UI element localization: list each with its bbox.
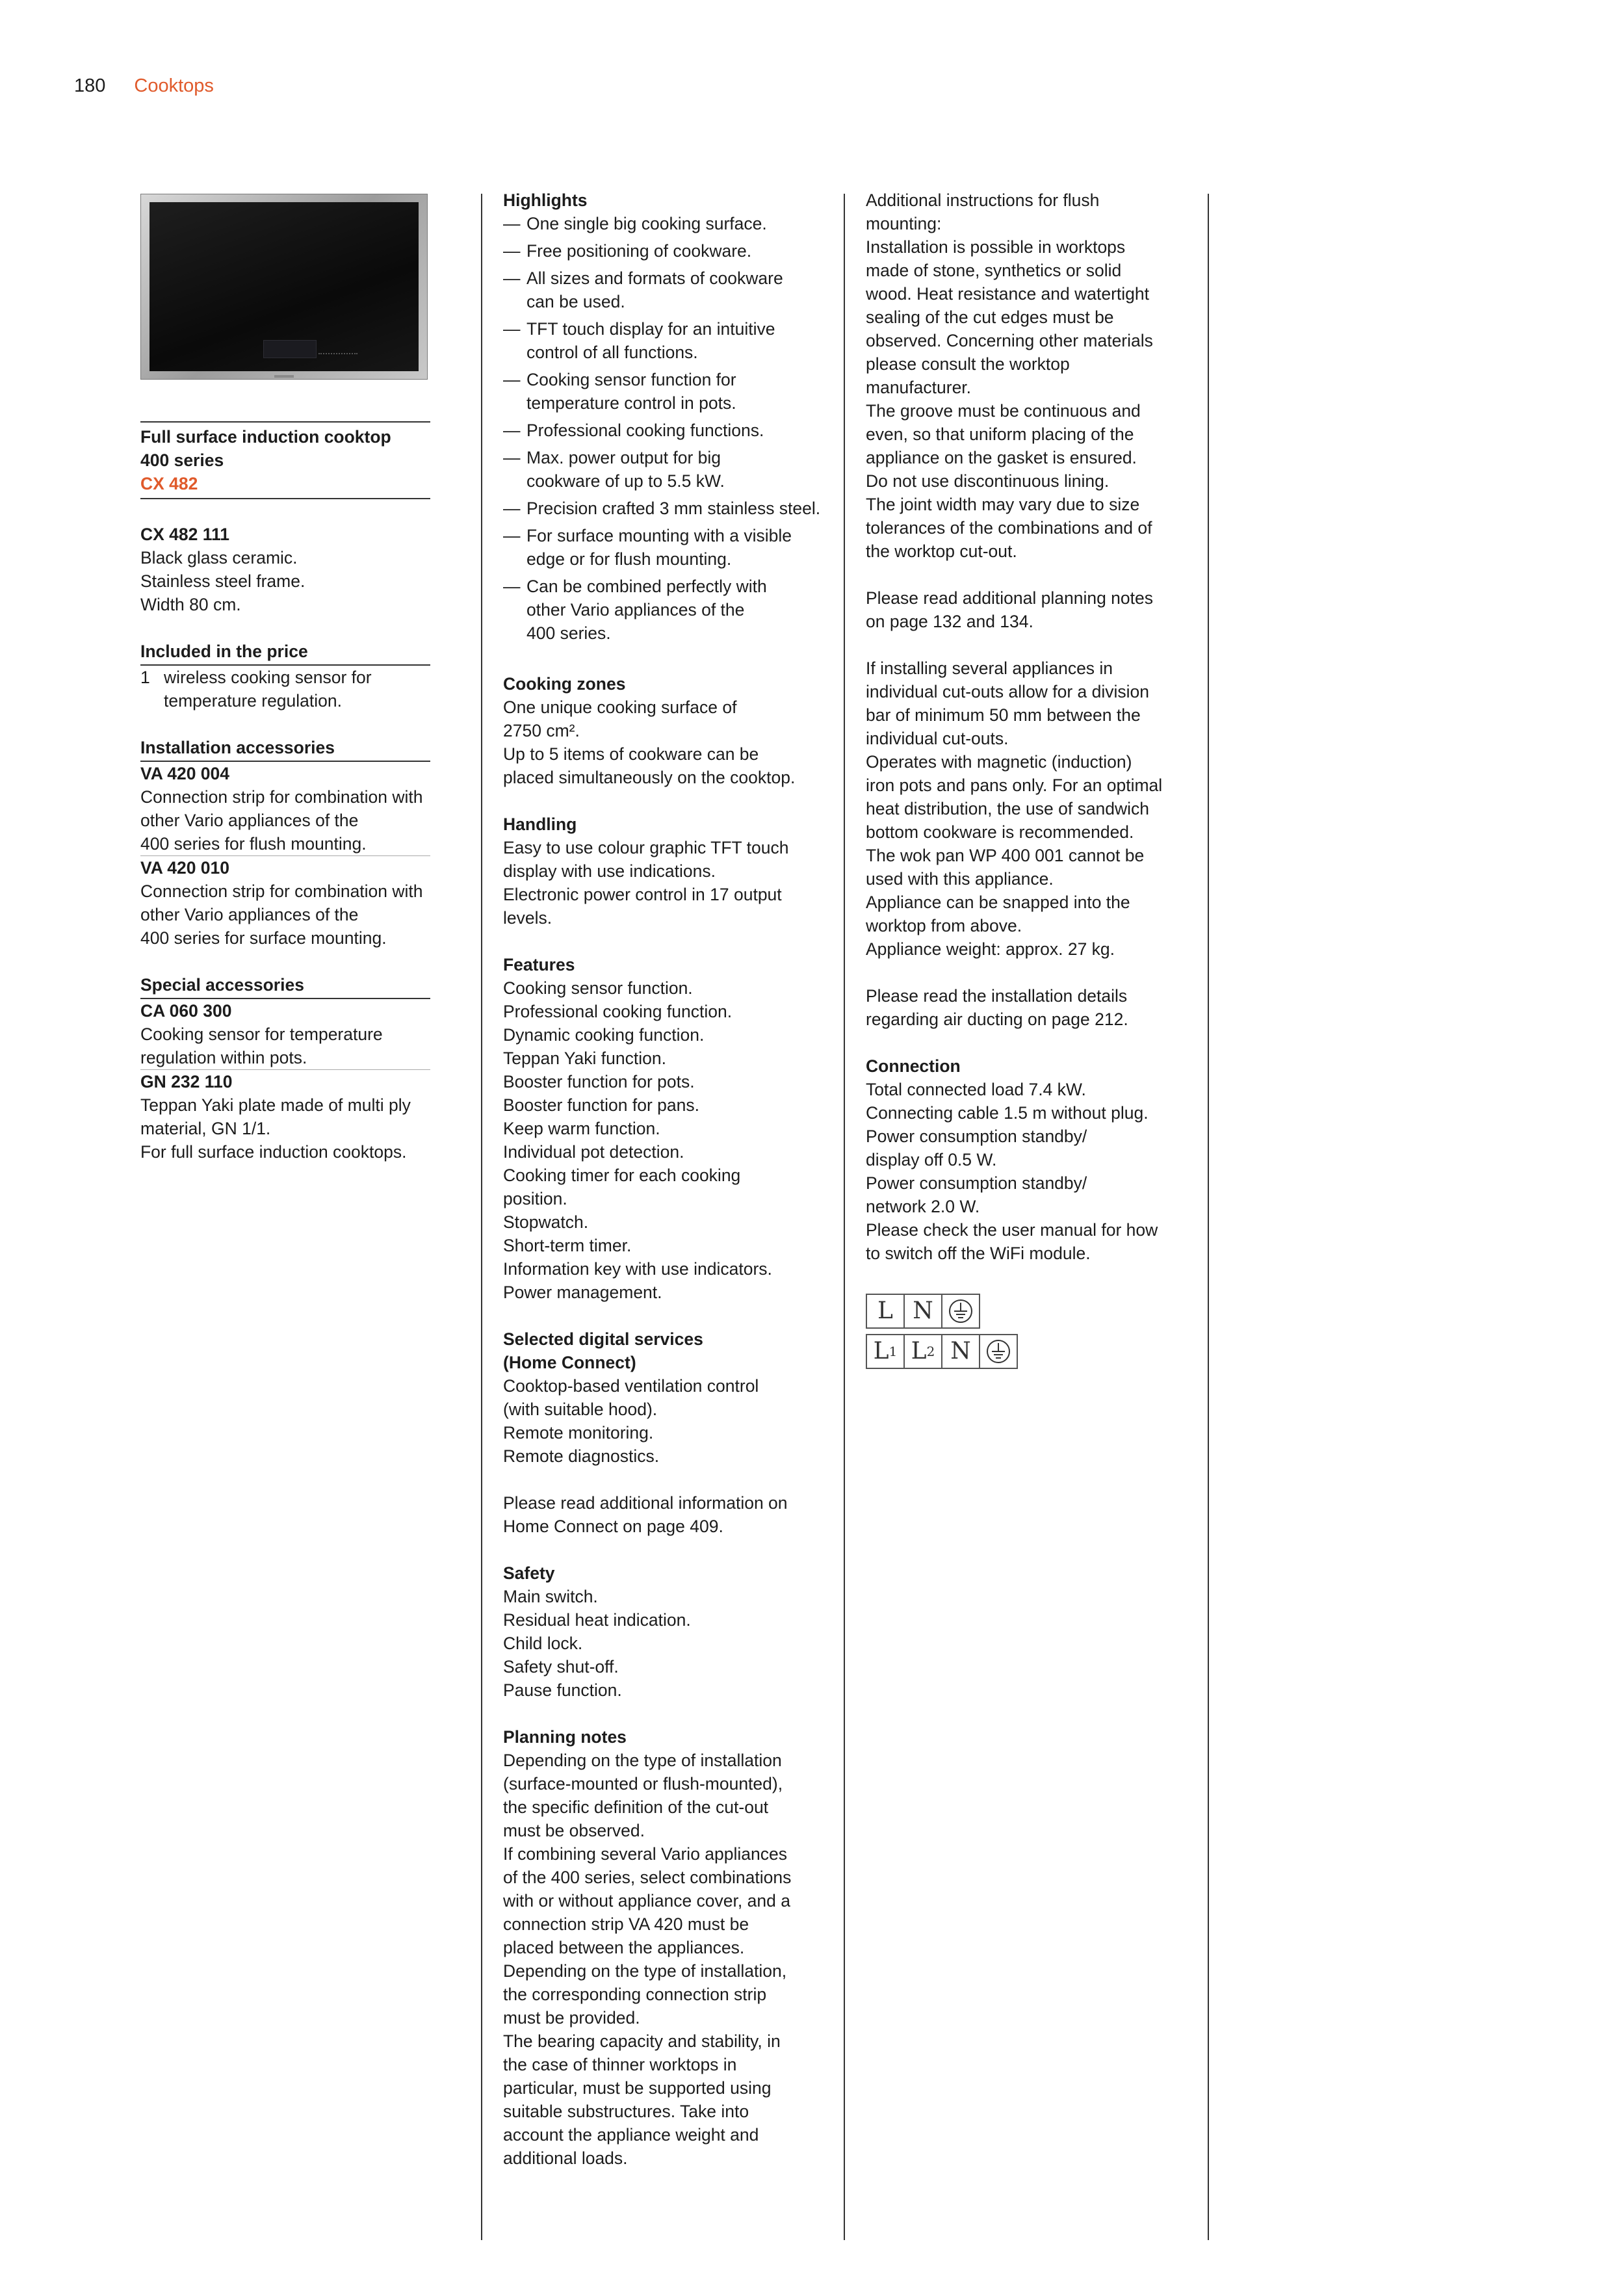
- highlight-item: [503, 497, 823, 520]
- planning-notes-heading: Planning notes: [503, 1727, 627, 1747]
- feature-line: Power management.: [503, 1283, 662, 1302]
- installation-line: Appliance can be snapped into the: [866, 893, 1130, 912]
- installation-accessories-heading: Installation accessories: [140, 736, 430, 762]
- highlight-item: [503, 212, 823, 235]
- feature-line: Keep warm function.: [503, 1119, 660, 1138]
- variant-desc-line: Stainless steel frame.: [140, 571, 305, 591]
- highlight-item: [503, 267, 823, 313]
- feature-line: Information key with use indicators.: [503, 1259, 772, 1279]
- feature-line: Professional cooking function.: [503, 1002, 733, 1021]
- product-series: 400 series: [140, 450, 224, 470]
- highlight-text: — Professional cooking functions.: [526, 421, 764, 440]
- safety-line: Pause function.: [503, 1680, 622, 1700]
- flush-mounting-line: Do not use discontinuous lining.: [866, 471, 1110, 491]
- flush-mounting-line: even, so that uniform placing of the: [866, 424, 1134, 444]
- flush-mounting-line: appliance on the gasket is ensured.: [866, 448, 1137, 467]
- variant-desc-line: Black glass ceramic.: [140, 548, 298, 567]
- connection-line: Connecting cable 1.5 m without plug.: [866, 1103, 1149, 1123]
- highlight-item: [503, 419, 823, 442]
- installation-lines: [866, 657, 1187, 961]
- cooking-zones-heading: Cooking zones: [503, 674, 626, 694]
- cooking-zones-line: One unique cooking surface of: [503, 698, 737, 717]
- flush-mounting-line: Additional instructions for flush: [866, 190, 1100, 210]
- accessory-text: Connection strip for combination with: [140, 881, 423, 901]
- accessory-text: Cooking sensor for temperature: [140, 1024, 383, 1044]
- accessory-text: Teppan Yaki plate made of multi ply: [140, 1095, 411, 1115]
- highlight-text: edge or for flush mounting.: [526, 549, 732, 569]
- included-text: temperature regulation.: [164, 691, 342, 711]
- digital-service-lines: [503, 1374, 823, 1468]
- accessory-text: 400 series for flush mounting.: [140, 834, 367, 854]
- highlight-text: other Vario appliances of the: [526, 600, 745, 620]
- planning-ref-lines: [866, 586, 1187, 633]
- highlight-text: — TFT touch display for an intuitive: [526, 319, 775, 339]
- product-title-block: [140, 421, 430, 499]
- symbol-n: N: [903, 1294, 942, 1329]
- planning-note-line: Depending on the type of installation: [503, 1751, 782, 1770]
- connection-line: Power consumption standby/: [866, 1173, 1087, 1193]
- highlight-text: — Free positioning of cookware.: [526, 241, 752, 261]
- feature-line: Booster function for pans.: [503, 1095, 699, 1115]
- home-connect-note-line: Home Connect on page 409.: [503, 1517, 723, 1536]
- flush-mounting-line: The joint width may vary due to size: [866, 495, 1140, 514]
- planning-note-line: The bearing capacity and stability, in: [503, 2031, 781, 2051]
- highlight-text: — For surface mounting with a visible: [526, 526, 792, 545]
- accessory-text: material, GN 1/1.: [140, 1119, 271, 1138]
- installation-line: Appliance weight: approx. 27 kg.: [866, 939, 1115, 959]
- installation-line: individual cut-outs.: [866, 729, 1009, 748]
- connection-lines: [866, 1078, 1187, 1265]
- column-divider: [481, 194, 482, 2240]
- safety-heading: Safety: [503, 1563, 555, 1583]
- feature-line: Teppan Yaki function.: [503, 1049, 666, 1068]
- highlight-item: [503, 317, 823, 364]
- connection-line: network 2.0 W.: [866, 1197, 980, 1216]
- planning-note-line: (surface-mounted or flush-mounted),: [503, 1774, 783, 1794]
- highlight-text: — Can be combined perfectly with: [526, 577, 767, 596]
- connection-heading: Connection: [866, 1056, 961, 1076]
- planning-note-line: account the appliance weight and: [503, 2125, 759, 2145]
- handling-line: Easy to use colour graphic TFT touch: [503, 838, 789, 857]
- home-connect-note-lines: [503, 1491, 823, 1538]
- column-divider: [1208, 194, 1209, 2240]
- earth-icon: [979, 1334, 1018, 1369]
- installation-line: heat distribution, the use of sandwich: [866, 799, 1150, 818]
- page-number: 180: [74, 75, 106, 96]
- symbol-l: L: [866, 1294, 905, 1329]
- highlight-text: 400 series.: [526, 623, 611, 643]
- flush-mounting-line: tolerances of the combinations and of: [866, 518, 1152, 538]
- air-ducting-line: regarding air ducting on page 212.: [866, 1010, 1128, 1029]
- symbol-l1: L 1: [866, 1334, 905, 1369]
- planning-note-line: particular, must be supported using: [503, 2078, 772, 2098]
- digital-services-subheading: (Home Connect): [503, 1353, 636, 1372]
- planning-ref-line: Please read additional planning notes: [866, 588, 1153, 608]
- planning-note-line: the specific definition of the cut-out: [503, 1797, 769, 1817]
- safety-line: Safety shut-off.: [503, 1657, 619, 1676]
- highlight-text: can be used.: [526, 292, 625, 311]
- column-divider: [844, 194, 845, 2240]
- included-item: [140, 666, 430, 712]
- feature-lines: [503, 976, 823, 1304]
- included-heading: Included in the price: [140, 640, 430, 666]
- included-text: wireless cooking sensor for: [164, 668, 372, 687]
- column-1: [140, 189, 430, 1164]
- highlight-text: control of all functions.: [526, 343, 698, 362]
- digital-service-line: (with suitable hood).: [503, 1400, 658, 1419]
- section-title: Cooktops: [134, 75, 214, 96]
- planning-note-line: suitable substructures. Take into: [503, 2102, 749, 2121]
- highlight-item: [503, 368, 823, 415]
- installation-line: iron pots and pans only. For an optimal: [866, 776, 1163, 795]
- digital-service-line: Remote monitoring.: [503, 1423, 654, 1442]
- installation-line: bar of minimum 50 mm between the: [866, 705, 1141, 725]
- highlight-text: — One single big cooking surface.: [526, 214, 767, 233]
- handling-line: display with use indications.: [503, 861, 716, 881]
- installation-line: If installing several appliances in: [866, 659, 1113, 678]
- connection-line: Power consumption standby/: [866, 1127, 1087, 1146]
- flush-mounting-line: manufacturer.: [866, 378, 972, 397]
- connection-line: Please check the user manual for how: [866, 1220, 1158, 1240]
- planning-note-line: of the 400 series, select combinations: [503, 1868, 792, 1887]
- installation-line: individual cut-outs allow for a division: [866, 682, 1149, 701]
- air-ducting-line: Please read the installation details: [866, 986, 1128, 1006]
- product-model: CX 482: [140, 474, 198, 493]
- column-3: [866, 189, 1187, 1369]
- highlight-text: cookware of up to 5.5 kW.: [526, 471, 725, 491]
- highlight-item: [503, 446, 823, 493]
- installation-line: used with this appliance.: [866, 869, 1054, 889]
- wiring-symbols-two-phase: [866, 1334, 1187, 1369]
- accessory-text: 400 series for surface mounting.: [140, 928, 387, 948]
- cooking-zones-line: Up to 5 items of cookware can be: [503, 744, 759, 764]
- cooking-zones-line: 2750 cm².: [503, 721, 580, 740]
- column-2: [503, 189, 823, 2170]
- air-ducting-lines: [866, 984, 1187, 1031]
- earth-icon: [941, 1294, 980, 1329]
- accessory-text: Connection strip for combination with: [140, 787, 423, 807]
- planning-note-line: If combining several Vario appliances: [503, 1844, 787, 1864]
- highlight-item: [503, 239, 823, 263]
- handling-heading: Handling: [503, 815, 577, 834]
- flush-mounting-line: The groove must be continuous and: [866, 401, 1141, 421]
- flush-mounting-line: wood. Heat resistance and watertight: [866, 284, 1150, 304]
- cooking-zones-lines: [503, 696, 823, 789]
- digital-service-line: Remote diagnostics.: [503, 1446, 660, 1466]
- product-title: Full surface induction cooktop: [140, 427, 391, 447]
- planning-note-line: with or without appliance cover, and a: [503, 1891, 790, 1911]
- flush-mounting-lines: [866, 189, 1187, 563]
- safety-line: Child lock.: [503, 1634, 583, 1653]
- planning-note-lines: [503, 1749, 823, 2170]
- home-connect-note-line: Please read additional information on: [503, 1493, 788, 1513]
- installation-line: The wok pan WP 400 001 cannot be: [866, 846, 1145, 865]
- accessory-item: [140, 856, 430, 950]
- feature-line: Cooking timer for each cooking: [503, 1166, 741, 1185]
- wiring-symbols-single-phase: [866, 1294, 1187, 1329]
- feature-line: Cooking sensor function.: [503, 978, 693, 998]
- highlight-text: — All sizes and formats of cookware: [526, 268, 783, 288]
- symbol-n: N: [941, 1334, 980, 1369]
- planning-note-line: the corresponding connection strip: [503, 1985, 767, 2004]
- flush-mounting-line: the worktop cut-out.: [866, 541, 1017, 561]
- features-heading: Features: [503, 955, 575, 974]
- planning-note-line: connection strip VA 420 must be: [503, 1914, 749, 1934]
- planning-note-line: must be observed.: [503, 1821, 645, 1840]
- accessory-text: For full surface induction cooktops.: [140, 1142, 407, 1162]
- planning-note-line: placed between the appliances.: [503, 1938, 745, 1957]
- installation-line: bottom cookware is recommended.: [866, 822, 1134, 842]
- symbol-l2: L 2: [903, 1334, 942, 1369]
- accessory-code: CA 060 300: [140, 1001, 232, 1021]
- installation-line: Operates with magnetic (induction): [866, 752, 1132, 772]
- flush-mounting-line: observed. Concerning other materials: [866, 331, 1153, 350]
- highlight-text: temperature control in pots.: [526, 393, 736, 413]
- handling-line: Electronic power control in 17 output: [503, 885, 782, 904]
- feature-line: position.: [503, 1189, 567, 1208]
- highlights-heading: Highlights: [503, 190, 588, 210]
- highlight-text: — Max. power output for big: [526, 448, 721, 467]
- flush-mounting-line: made of stone, synthetics or solid: [866, 261, 1122, 280]
- feature-line: Short-term timer.: [503, 1236, 632, 1255]
- product-image: [140, 194, 428, 380]
- planning-note-line: the case of thinner worktops in: [503, 2055, 737, 2074]
- feature-line: Dynamic cooking function.: [503, 1025, 705, 1045]
- feature-line: Booster function for pots.: [503, 1072, 695, 1091]
- cooktop-glass: [149, 202, 419, 371]
- variant-desc-line: Width 80 cm.: [140, 595, 241, 614]
- planning-note-line: must be provided.: [503, 2008, 640, 2028]
- safety-line: Residual heat indication.: [503, 1610, 691, 1630]
- accessory-code: GN 232 110: [140, 1072, 233, 1091]
- planning-ref-line: on page 132 and 134.: [866, 612, 1033, 631]
- highlight-item: [503, 524, 823, 571]
- connection-line: display off 0.5 W.: [866, 1150, 997, 1169]
- accessory-item: [140, 1070, 430, 1164]
- highlight-text: — Cooking sensor function for: [526, 370, 736, 389]
- highlight-text: — Precision crafted 3 mm stainless steel.: [526, 499, 821, 518]
- connection-line: Total connected load 7.4 kW.: [866, 1080, 1086, 1099]
- accessory-item: [140, 999, 430, 1069]
- feature-line: Individual pot detection.: [503, 1142, 684, 1162]
- variant-code: CX 482 111: [140, 525, 230, 544]
- handling-lines: [503, 836, 823, 930]
- connection-line: to switch off the WiFi module.: [866, 1244, 1091, 1263]
- flush-mounting-line: Installation is possible in worktops: [866, 237, 1126, 257]
- accessory-text: other Vario appliances of the: [140, 905, 359, 924]
- cooking-zones-line: placed simultaneously on the cooktop.: [503, 768, 796, 787]
- flush-mounting-line: mounting:: [866, 214, 942, 233]
- safety-lines: [503, 1585, 823, 1702]
- accessory-item: [140, 762, 430, 855]
- highlights-list: [503, 212, 823, 645]
- control-indicators: [318, 353, 357, 357]
- highlight-item: [503, 575, 823, 645]
- planning-note-line: Depending on the type of installation,: [503, 1961, 787, 1981]
- page-header: [74, 73, 214, 99]
- flush-mounting-line: sealing of the cut edges must be: [866, 307, 1114, 327]
- digital-service-line: Cooktop-based ventilation control: [503, 1376, 759, 1396]
- accessory-text: other Vario appliances of the: [140, 811, 359, 830]
- brand-logo: [274, 375, 294, 378]
- accessory-code: VA 420 010: [140, 858, 230, 878]
- accessory-code: VA 420 004: [140, 764, 230, 783]
- safety-line: Main switch.: [503, 1587, 598, 1606]
- feature-line: Stopwatch.: [503, 1212, 589, 1232]
- installation-line: worktop from above.: [866, 916, 1022, 935]
- planning-note-line: additional loads.: [503, 2148, 628, 2168]
- handling-line: levels.: [503, 908, 552, 928]
- special-accessories-heading: Special accessories: [140, 973, 430, 999]
- flush-mounting-line: please consult the worktop: [866, 354, 1070, 374]
- digital-services-heading: Selected digital services: [503, 1329, 703, 1349]
- tft-display: [263, 340, 317, 358]
- included-qty: 1: [140, 668, 150, 687]
- accessory-text: regulation within pots.: [140, 1048, 307, 1067]
